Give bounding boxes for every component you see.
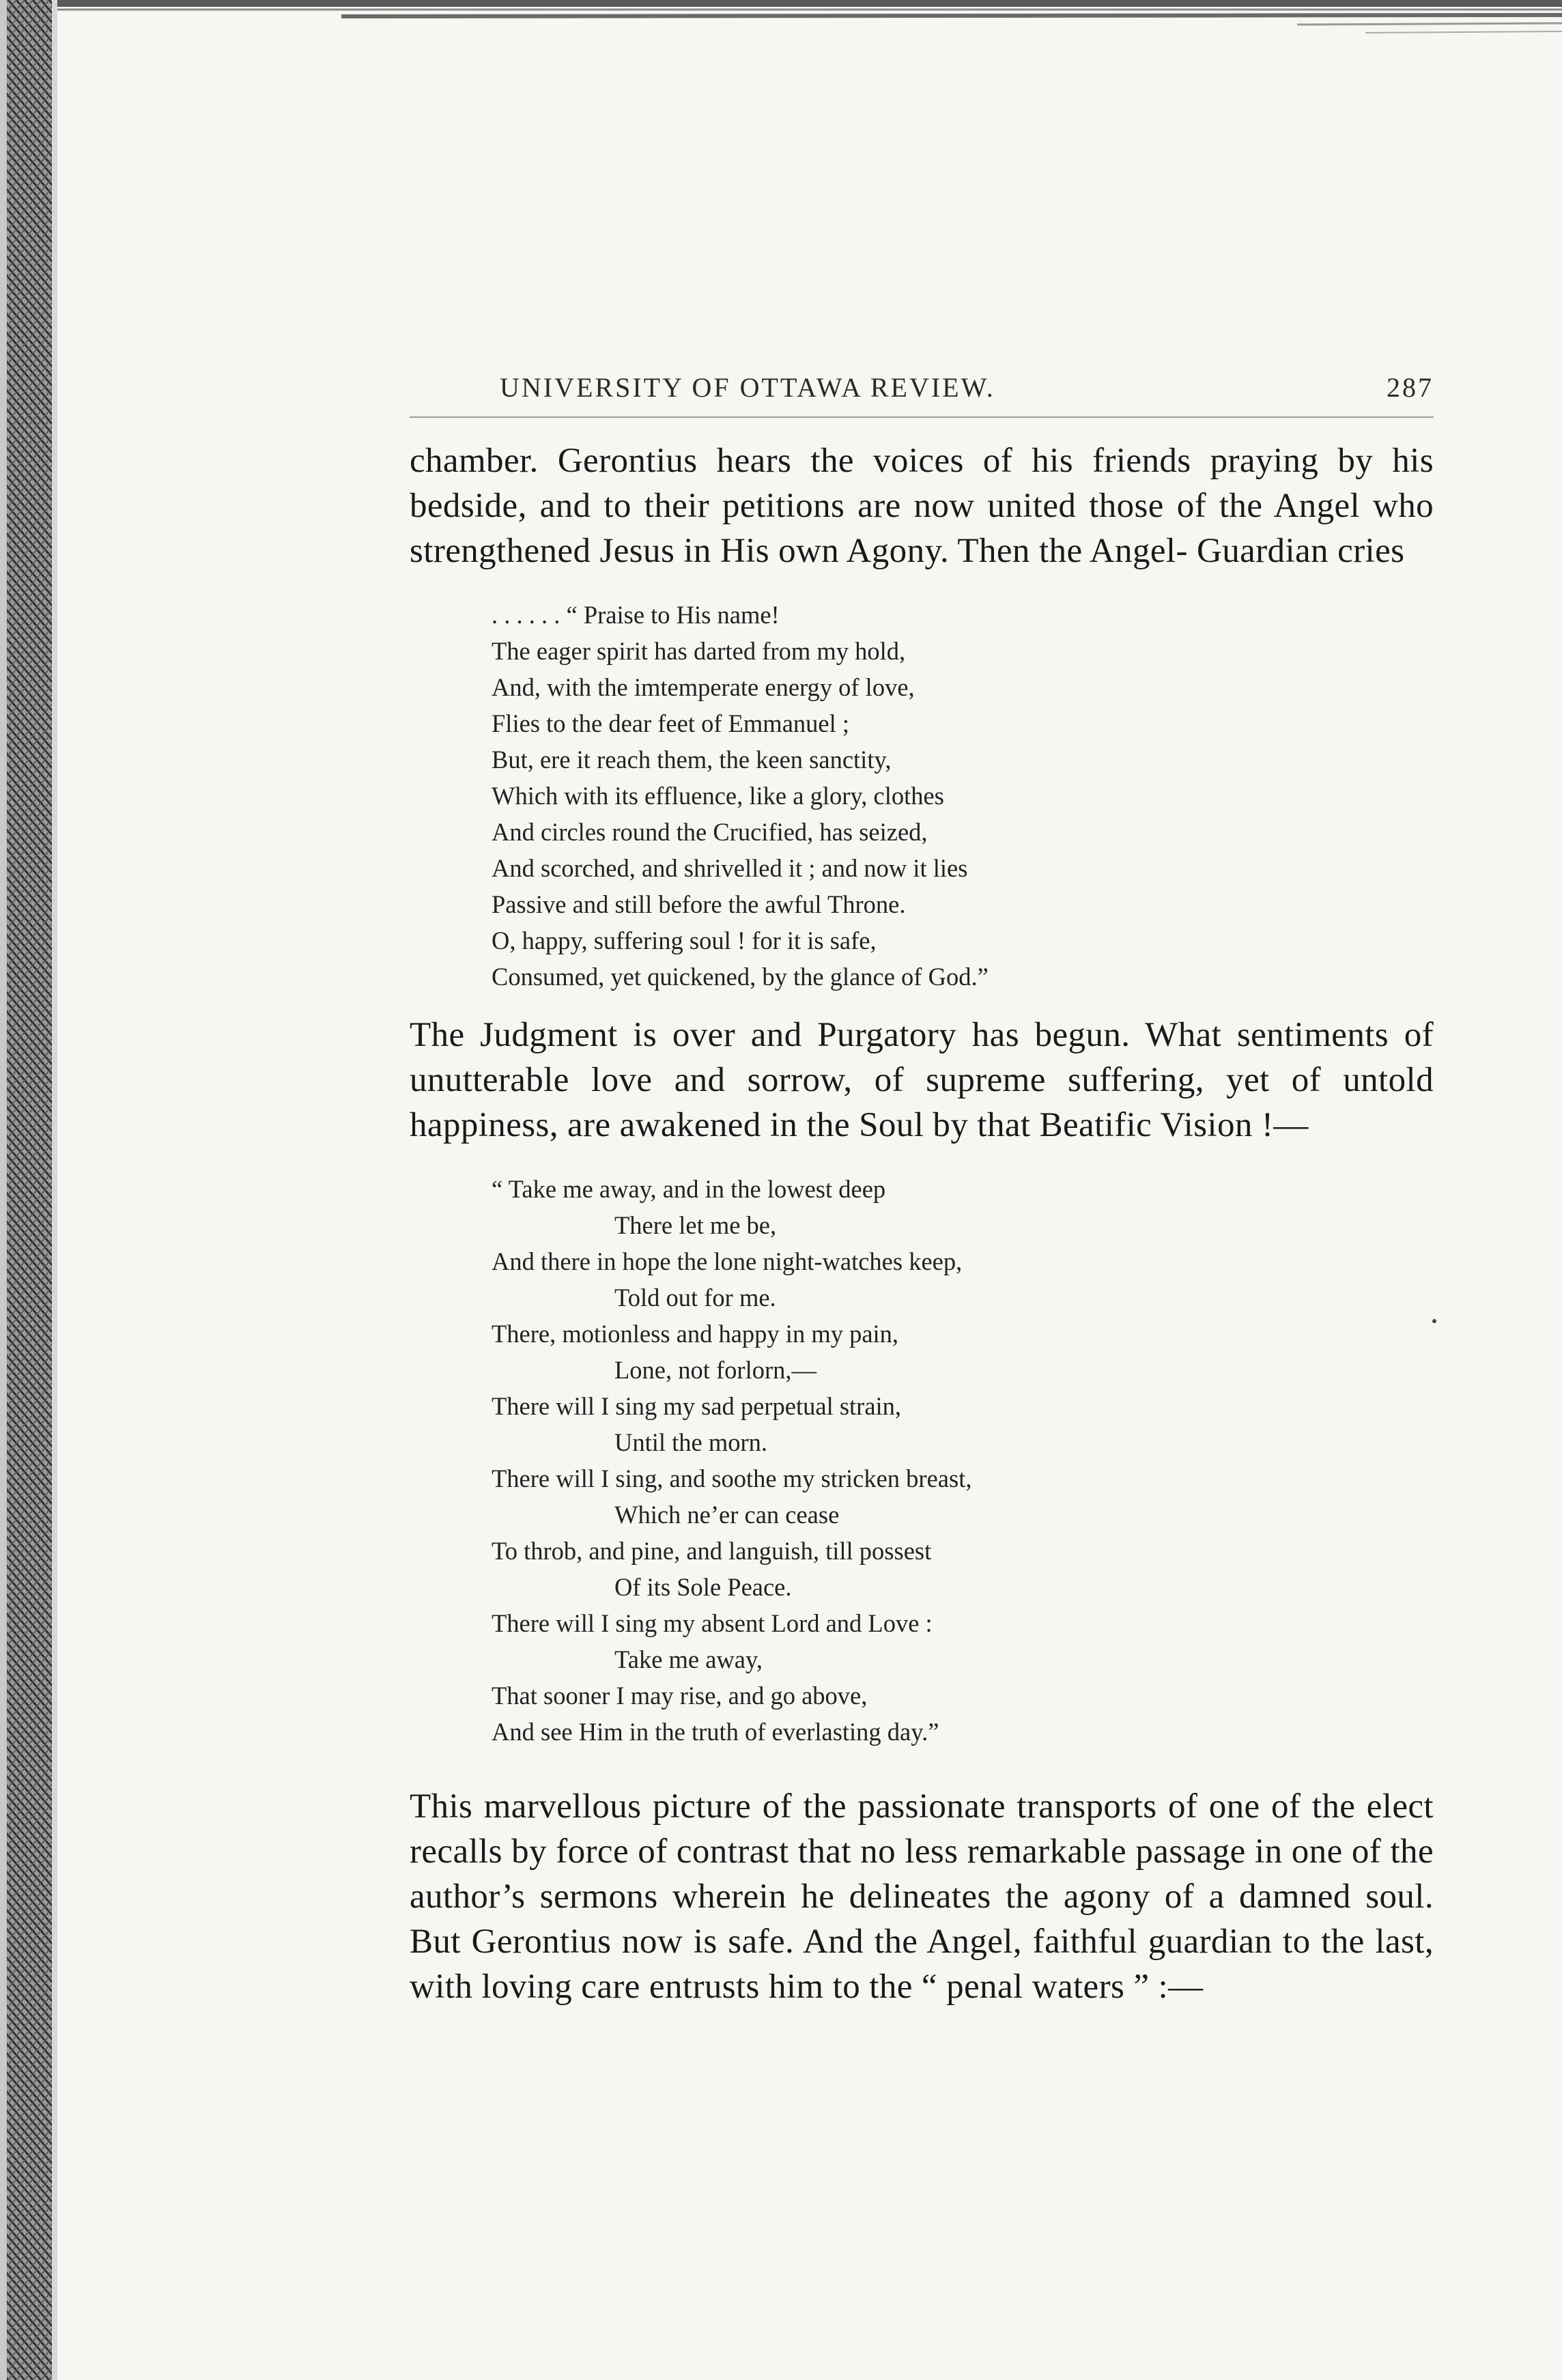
print-speck — [1432, 1319, 1436, 1323]
poem-quotation-2 — [410, 1171, 1434, 1750]
running-head — [410, 369, 1434, 416]
poem-line: That sooner I may rise, and go above, — [492, 1682, 868, 1710]
poem-line: The eager spirit has darted from my hold, — [492, 637, 906, 665]
page-number: 287 — [1387, 372, 1434, 403]
poem-line: To throb, and pine, and languish, till possest — [492, 1537, 932, 1565]
paragraph-1 — [410, 438, 1434, 573]
text-line: bedside, and to their petitions are now united those of the Angel — [410, 487, 1361, 525]
header-rule — [410, 416, 1434, 418]
poem-line: Lone, not forlorn,— — [614, 1356, 816, 1384]
poem-line: There will I sing, and soothe my stricken breast, — [492, 1464, 972, 1492]
poem-line: Consumed, yet quickened, by the glance of God.” — [492, 963, 989, 991]
poem-line: Passive and still before the awful Throne. — [492, 890, 906, 918]
poem-line: And see Him in the truth of everlasting day.” — [492, 1718, 939, 1746]
text-line: Vision !— — [1160, 1106, 1309, 1144]
poem-line: Of its Sole Peace. — [614, 1573, 792, 1601]
poem-line: Told out for me. — [614, 1284, 776, 1312]
text-line: chamber. Gerontius hears the voices of his friends praying by his — [410, 442, 1434, 480]
binding-edge — [0, 0, 66, 2380]
poem-line: . . . . . . “ Praise to His name! — [492, 601, 780, 629]
poem-line: Which ne’er can cease — [614, 1501, 840, 1529]
poem-line: And there in hope the lone night-watches keep, — [492, 1247, 963, 1275]
poem-line: Flies to the dear feet of Emmanuel ; — [492, 709, 850, 737]
poem-line: There let me be, — [614, 1211, 777, 1239]
poem-line: There will I sing my absent Lord and Love : — [492, 1609, 933, 1637]
text-line: Guardian cries — [1197, 532, 1405, 570]
poem-line: There, motionless and happy in my pain, — [492, 1320, 899, 1348]
text-line: Angel, faithful guardian to the last, with loving care entrusts him — [410, 1923, 1434, 2006]
scan-top-edge — [0, 0, 1562, 55]
text-line: agony of a damned soul. But Gerontius now is safe. And the — [410, 1878, 1434, 1961]
poem-line: But, ere it reach them, the keen sanctity, — [492, 746, 892, 774]
poem-line: O, happy, suffering soul ! for it is safe, — [492, 926, 877, 954]
poem-line: There will I sing my sad perpetual strain, — [492, 1392, 902, 1420]
poem-line: Which with its effluence, like a glory, clothes — [492, 782, 944, 810]
text-line: passage in one of the author’s sermons wherein he delineates the — [410, 1832, 1434, 1916]
poem-line: And, with the imtemperate energy of love, — [492, 673, 915, 701]
text-line: yet of untold happiness, are awakened in the Soul by that Beatific — [410, 1061, 1434, 1144]
text-line: This marvellous picture of the passionate transports of one of — [410, 1787, 1301, 1826]
poem-line: And circles round the Crucified, has seized, — [492, 818, 928, 846]
poem-line: And scorched, and shrivelled it ; and now it lies — [492, 854, 968, 882]
poem-line: Until the morn. — [614, 1428, 768, 1456]
running-title: UNIVERSITY OF OTTAWA REVIEW. — [500, 372, 995, 403]
text-line: The Judgment is over and Purgatory has begun. What — [410, 1016, 1222, 1054]
poem-quotation-1 — [410, 597, 1434, 995]
paragraph-2 — [410, 1012, 1434, 1148]
poem-line: Take me away, — [614, 1645, 763, 1673]
text-line: to the “ penal waters ” :— — [832, 1968, 1204, 2006]
paragraph-3 — [410, 1784, 1434, 2009]
text-line: sentiments of unutterable love and sorrow, of supreme suffering, — [410, 1016, 1434, 1099]
text-line: the elect recalls by force of contrast that no less remarkable — [410, 1787, 1434, 1871]
book-page — [410, 369, 1434, 2009]
poem-line: “ Take me away, and in the lowest deep — [492, 1175, 886, 1203]
text-line: who strengthened Jesus in His own Agony. Then the Angel- — [410, 487, 1434, 570]
